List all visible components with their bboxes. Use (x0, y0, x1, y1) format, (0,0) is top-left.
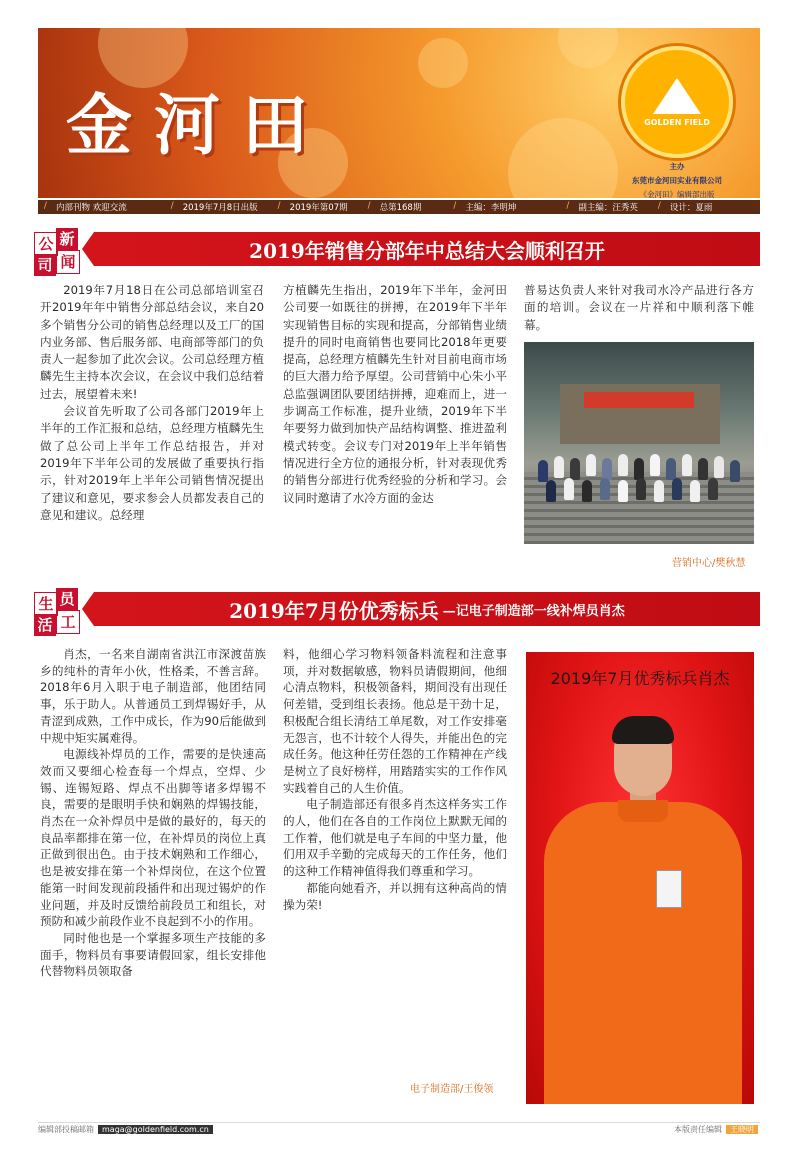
tag-char: 员 (56, 588, 78, 610)
paragraph: 都能向她看齐，并以拥有这种高尚的情操为荣! (283, 880, 507, 912)
paragraph: 2019年7月18日在公司总部培训室召开2019年年中销售分部总结会议，来自20多个销售分公司的销售总经理以及工厂的国内业务部、售后服务部、电商部等部门的负责人一起参加了此次会议。公司总经理方植麟先生主持本次会议，在会议中我们总结着过去，展望着未来! (40, 283, 264, 401)
photo-person (600, 478, 610, 500)
photo-person (582, 480, 592, 502)
photo-person (538, 460, 548, 482)
photo-banner (584, 392, 694, 408)
paragraph: 电子制造部还有很多肖杰这样务实工作的人，他们在各自的工作岗位上默默无闻的工作着，他们就是电子车间的中坚力量，他们用双手辛勤的完成每天的工作任务，他们的这种工作精神值得我们尊重和学习。 (283, 797, 507, 879)
footer-right (674, 1124, 758, 1135)
logo-circle (621, 46, 733, 158)
portrait-shirt (544, 802, 742, 1104)
photo-person (618, 454, 628, 476)
sponsor: 东莞市金河田实业有限公司 (632, 176, 722, 185)
footer-email[interactable]: maga@goldenfield.com.cn (98, 1125, 213, 1134)
photo-caption: 电子制造部/王俊领 (410, 1084, 494, 1095)
tag-char: 闻 (56, 250, 80, 274)
issue-info-item: / 副主编：汪秀英 (560, 201, 652, 213)
issue-info-item: / 2019年第07期 (272, 201, 362, 213)
footer-editor-label: 本版责任编辑 (674, 1125, 722, 1134)
issue-info-bar (38, 200, 760, 214)
portrait-collar (618, 800, 668, 822)
footer-email-label: 编辑部投稿邮箱 (38, 1125, 94, 1134)
paragraph: 电源线补焊员的工作，需要的是快速高效而又要细心检查每一个焊点，空焊、少锡、连锡短路、焊点不出脚等诸多焊锡不良，需要的是眼明手快和娴熟的焊锡技能，肖杰在一众补焊员中是做的最好的，每天的良品率都排在第一位，在补焊员的岗位上真正做到很出色。由于技术娴熟和工作细心，也是被安排在第一个补焊岗位，在这个位置能第一时间发现前段插件和出现过锡炉的作业问题，并及时反馈给前段员工和组长，对预防和减少前段作业不良起到不小的作用。 (40, 747, 266, 929)
tag-char: 新 (56, 228, 78, 250)
bokeh-decoration (558, 28, 618, 68)
logo (618, 46, 736, 198)
issue-info-item: / 内部刊物 欢迎交流 (38, 201, 141, 213)
photo-person (650, 454, 660, 476)
photo-person (730, 460, 740, 482)
photo-person (654, 480, 664, 502)
photo-person (690, 480, 700, 502)
meeting-group-photo (524, 342, 754, 544)
photo-person (698, 458, 708, 480)
tag-char: 公 (34, 232, 58, 256)
article2-column-2 (283, 646, 507, 913)
issue-info-item: / 2019年7月8日出版 (165, 201, 272, 213)
portrait-title: 2019年7月优秀标兵肖杰 (550, 669, 730, 688)
article1-column-2 (283, 282, 507, 507)
section-tag-staff-life (34, 588, 78, 632)
masthead (38, 28, 760, 198)
photo-person (682, 454, 692, 476)
photo-person (564, 478, 574, 500)
photo-person (570, 458, 580, 480)
photo-person (714, 456, 724, 478)
paragraph: 料，他细心学习物料领备料流程和注意事项，并对数据敏感，物料员请假期间，他细心清点物料，积极领备料，期间没有出现任何差错，受到组长表扬。他总是干劲十足，积极配合组长清结工单尾数，对工作安排毫无怨言，也不计较个人得失，并能出色的完成任务。他这种任劳任怨的工作精神在产线是树立了良好榜样，用踏踏实实的工作作风实践着自己的人生价值。 (283, 647, 507, 795)
masthead-title: 金河田 (66, 86, 330, 164)
tag-char: 活 (34, 614, 56, 636)
headline-banner (94, 232, 760, 266)
footer-divider (38, 1122, 760, 1123)
footer-editor: 王晓明 (726, 1125, 758, 1134)
photo-person (634, 458, 644, 480)
tag-char: 生 (34, 592, 58, 616)
photo-person (586, 454, 596, 476)
photo-person (666, 458, 676, 480)
photo-person (618, 480, 628, 502)
id-badge-icon (656, 870, 682, 908)
photo-person (672, 478, 682, 500)
footer-left (38, 1124, 213, 1135)
headline-sub: —记电子制造部一线补焊员肖杰 (442, 603, 625, 619)
photo-person (602, 458, 612, 480)
photo-person (636, 478, 646, 500)
tag-char: 工 (56, 610, 80, 634)
bokeh-decoration (508, 118, 618, 198)
headline-banner (94, 592, 760, 626)
paragraph: 方植麟先生指出，2019年下半年，金河田公司要一如既往的拼搏，在2019年下半年实现销售目标的实现和提高，分部销售业绩提升的同时电商销售也要同比2018年更要提高，总经理方植麟先生针对目前电商市场的巨大潜力给予厚望。公司营销中心朱小平总监强调团队要团结拼搏，迎难而上，进一步调高工作标准，提升业绩，2019年下半年要努力做到加快产品结构调整、推进盈利模式转变。会议专门对2019年上半年销售情况进行全方位的通报分析，针对表现优秀的销售分部进行优秀经验的分析和学习。会议同时邀请了水冷方面的金达 (283, 283, 507, 505)
model-worker-portrait (526, 652, 754, 1104)
photo-caption: 营销中心/樊秋慧 (672, 558, 746, 569)
issue-info-item: / 设计：夏雨 (652, 201, 727, 213)
headline: 2019年7月份优秀标兵 (229, 598, 439, 623)
article1-column-3 (524, 282, 754, 334)
photo-person (546, 480, 556, 502)
logo-text: GOLDEN FIELD (644, 117, 710, 127)
paragraph: 会议首先听取了公司各部门2019年上半年的工作汇报和总结，总经理方植麟先生做了总公司上半年工作总结报告，并对2019年下半年公司的发展做了重要执行指示，针对2019年上半年公司销售情况提出了建议和意见，要求参会人员都发表自己的意见和建议。总经理 (40, 404, 264, 522)
article1-column-1 (40, 282, 264, 524)
section-tag-company-news (34, 228, 78, 272)
golden-field-logo-icon (653, 78, 701, 114)
portrait-hair (612, 716, 674, 744)
photo-person (554, 456, 564, 478)
paragraph: 普易达负责人来针对我司水冷产品进行各方面的培训。会议在一片祥和中顺利落下帷幕。 (524, 283, 754, 332)
bokeh-decoration (418, 38, 468, 88)
article2-column-1 (40, 646, 266, 980)
photo-person (708, 478, 718, 500)
sponsor-label: 主办 (669, 162, 685, 171)
headline: 2019年销售分部年中总结大会顺利召开 (249, 238, 605, 263)
issue-info-item: / 总第168期 (362, 201, 436, 213)
paragraph: 肖杰，一名来自湖南省洪江市深渡苗族乡的纯朴的青年小伙，性格柔，不善言辞。2018年6月入职于电子制造部，他团结同事，乐于助人。从普通员工到焊锡好手，从青涩到成熟，工作中成长，作为90后能做到中规中矩实属难得。 (40, 647, 266, 745)
paragraph: 同时他也是一个掌握多项生产技能的多面手，物料员有事要请假回家，组长安排他代替物料员领取备 (40, 930, 266, 979)
tag-char: 司 (34, 254, 56, 276)
issue-info-item: / 主编：李明坤 (447, 201, 530, 213)
publisher: 《金河田》编辑部出版 (639, 190, 715, 198)
